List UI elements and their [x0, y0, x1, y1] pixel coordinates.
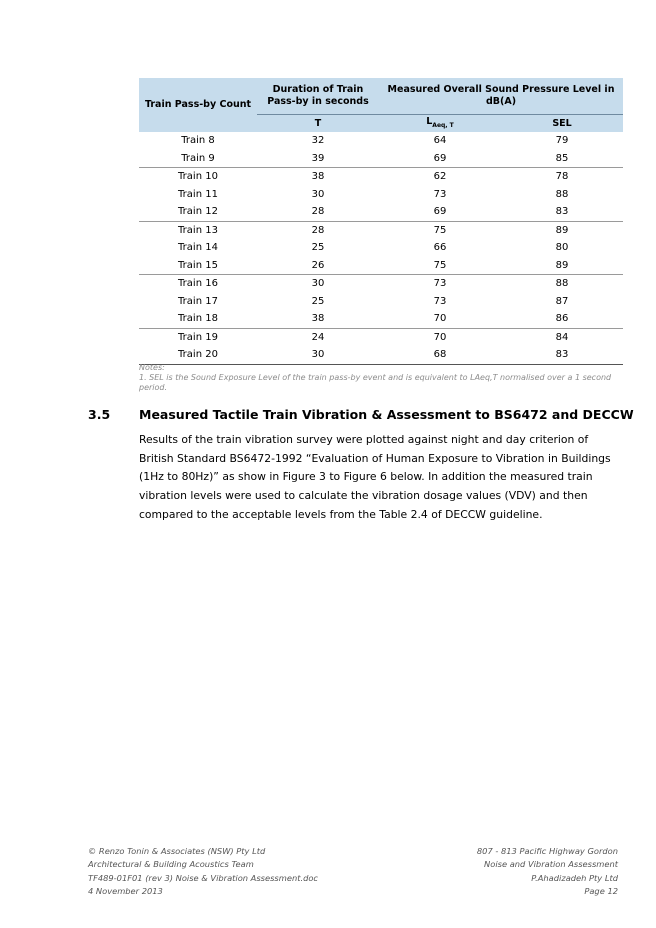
footer-left-line: Architectural & Building Acoustics Team [88, 859, 254, 870]
table-row [139, 203, 623, 221]
header-spl: Measured Overall Sound Pressure Level in dB(A) [379, 78, 623, 115]
cell-train: Train 15 [139, 257, 257, 275]
cell-train: Train 19 [178, 331, 218, 343]
cell-duration: 38 [257, 310, 379, 328]
cell-sel: 87 [555, 295, 569, 307]
table-row [139, 346, 623, 364]
cell-duration: 30 [257, 346, 379, 364]
cell-duration: 24 [311, 331, 325, 343]
footer-left-line: © Renzo Tonin & Associates (NSW) Pty Ltd [88, 846, 266, 856]
cell-train: Train 14 [178, 242, 218, 254]
cell-train: Train 20 [139, 346, 257, 364]
footer-left-line: 4 November 2013 [88, 885, 163, 896]
table-row [139, 275, 623, 293]
cell-duration: 32 [311, 135, 325, 147]
cell-laeq: 75 [379, 257, 501, 275]
cell-sel: 88 [555, 278, 569, 290]
cell-train: Train 17 [178, 295, 218, 307]
cell-laeq: 75 [433, 224, 447, 236]
cell-laeq: 68 [379, 346, 501, 364]
header-t: T [257, 115, 379, 133]
footer-left [88, 845, 318, 898]
cell-sel: 89 [501, 257, 623, 275]
cell-laeq: 69 [379, 150, 501, 168]
cell-sel: 84 [555, 331, 569, 343]
header-laeq-subscript: Aeq, T [432, 121, 454, 129]
cell-sel: 79 [555, 135, 569, 147]
cell-laeq: 73 [433, 295, 447, 307]
cell-sel: 88 [555, 188, 569, 200]
cell-laeq: 70 [433, 331, 447, 343]
footer-left-line: TF489-01F01 (rev 3) Noise & Vibration Assessment.doc [88, 872, 318, 883]
header-duration: Duration of Train Pass-by in seconds [257, 78, 379, 115]
page-number: Page 12 [584, 885, 618, 896]
cell-train: Train 11 [178, 188, 218, 200]
header-sel: SEL [501, 115, 623, 133]
cell-laeq: 73 [433, 188, 447, 200]
cell-sel: 83 [501, 203, 623, 221]
cell-train: Train 18 [139, 310, 257, 328]
cell-sel: 85 [501, 150, 623, 168]
cell-train: Train 13 [178, 224, 218, 236]
footer-right [477, 845, 618, 898]
cell-duration: 30 [311, 188, 325, 200]
table-row [139, 328, 623, 346]
table-row [139, 221, 623, 239]
cell-laeq: 69 [379, 203, 501, 221]
table-row [139, 132, 623, 150]
cell-sel: 78 [555, 171, 569, 183]
table-row [139, 168, 623, 186]
table-row [139, 150, 623, 168]
cell-laeq: 70 [379, 310, 501, 328]
cell-laeq: 66 [433, 242, 447, 254]
cell-duration: 39 [257, 150, 379, 168]
section-number: 3.5 [88, 407, 111, 422]
section-body: Results of the train vibration survey were plotted against night and day criterion of British Standard BS6472-1992 “Evaluation of Human Exposure to Vibration in Buildings (1Hz to 80Hz)” as show in Figure 3 to Figure 6 below. In addition the measured train vibration levels were used to calculate the vibration dosage values (VDV) and then compared to the acceptable levels from the Table 2.4 of DECCW guideline. [139, 433, 611, 521]
table-row [139, 257, 623, 275]
cell-train: Train 12 [139, 203, 257, 221]
sound-level-table [139, 78, 623, 365]
cell-sel: 83 [501, 346, 623, 364]
cell-duration: 26 [257, 257, 379, 275]
cell-sel: 80 [555, 242, 569, 254]
cell-train: Train 10 [178, 171, 218, 183]
table-row [139, 293, 623, 311]
notes-item-1: 1. SEL is the Sound Exposure Level of the train pass-by event and is equivalent to LAeq,T normalised over a 1 second period. [139, 373, 612, 392]
cell-sel: 86 [501, 310, 623, 328]
cell-duration: 25 [311, 295, 325, 307]
header-laeq [379, 115, 501, 133]
footer-right-line: P.Ahadizadeh Pty Ltd [531, 872, 618, 883]
cell-train: Train 16 [178, 278, 218, 290]
cell-duration: 28 [311, 224, 325, 236]
cell-duration: 25 [311, 242, 325, 254]
cell-duration: 30 [311, 278, 325, 290]
section-title: Measured Tactile Train Vibration & Assessment to BS6472 and DECCW [139, 407, 634, 422]
cell-train: Train 8 [181, 135, 215, 147]
table-row [139, 239, 623, 257]
cell-duration: 28 [257, 203, 379, 221]
table-row [139, 310, 623, 328]
header-train-count: Train Pass-by Count [139, 78, 257, 132]
cell-laeq: 62 [433, 171, 447, 183]
notes-label: Notes: [139, 363, 165, 372]
footer-right-line: Noise and Vibration Assessment [484, 859, 618, 870]
cell-laeq: 64 [433, 135, 447, 147]
footer-right-line: 807 - 813 Pacific Highway Gordon [476, 846, 618, 856]
cell-sel: 89 [555, 224, 569, 236]
table-row [139, 186, 623, 204]
cell-train: Train 9 [139, 150, 257, 168]
table-body [139, 132, 623, 364]
header-laeq-main: L [426, 115, 433, 127]
table-notes [139, 363, 619, 393]
cell-duration: 38 [311, 171, 325, 183]
cell-laeq: 73 [433, 278, 447, 290]
